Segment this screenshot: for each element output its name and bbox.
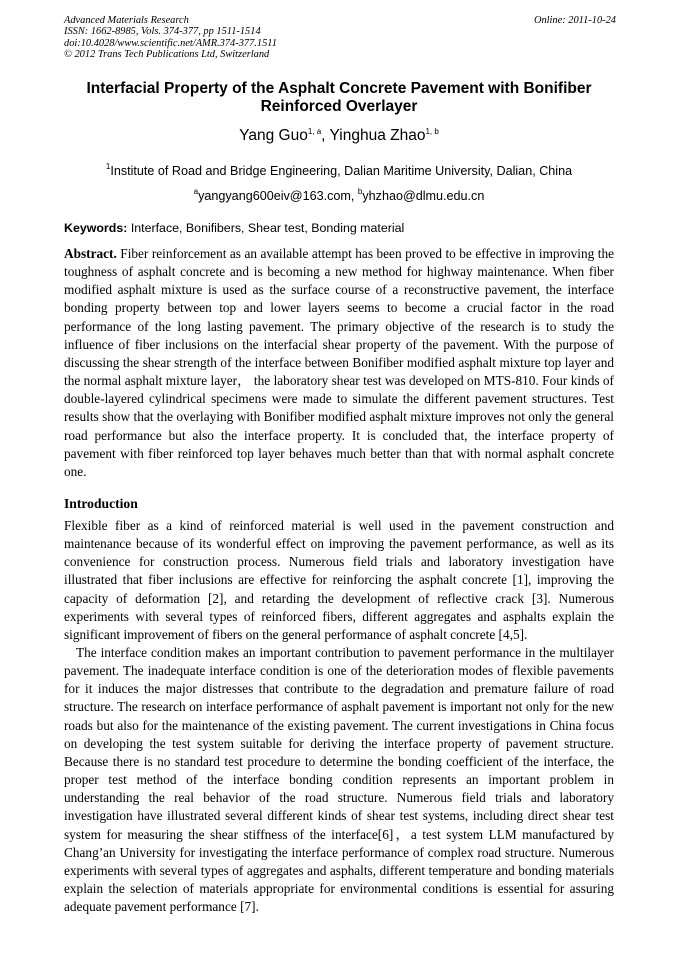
publication-header (64, 15, 616, 60)
author-name: Yinghua Zhao (329, 127, 426, 144)
author-list (64, 126, 614, 146)
issn-line: ISSN: 1662-8985, Vols. 374-377, pp 1511-1514 (64, 26, 261, 38)
email-mark: a (193, 187, 199, 196)
online-date: Online: 2011-10-24 (533, 15, 616, 26)
email-address[interactable]: yangyang600eiv@163.com (198, 189, 351, 203)
author-affiliation-mark: 1, b (425, 127, 439, 136)
paper-title: Interfacial Property of the Asphalt Concrete Pavement with Bonifiber Reinforced Overlayer (86, 80, 592, 115)
email-mark: b (357, 187, 363, 196)
email-address[interactable]: yhzhao@dlmu.edu.cn (362, 189, 485, 203)
keywords-text: Interface, Bonifibers, Shear test, Bonding material (130, 221, 405, 235)
abstract-text: Fiber reinforcement as an available attempt has been proved to be effective in improving the toughness of asphalt concrete and is becoming a new method for highway maintenance. When fiber modified asphalt mixture is used as the surface course of a reconstructive pavement, the interface bonding property between top and lower layers seems to become a crucial factor in the road performance of the long lasting pavement. The primary objective of the research is to study the influence of fiber inclusions on the interfacial shear property of the pavement. With the purpose of discussing the shear strength of the interface between Bonifiber modified asphalt mixture top layer and the normal asphalt mixture layer， the laboratory shear test was developed on MTS-810. Four kinds of double-layered cylindrical specimens were made to simulate the different pavement structures. Test results show that the overlaying with Bonifiber modified asphalt mixture improves not only the general road performance but also the interface property. It is concluded that, the interface property of pavement with fiber reinforced top layer behaves much better than that with normal asphalt concrete one. (64, 246, 614, 479)
section-heading-introduction: Introduction (64, 496, 138, 511)
email-separator: , (350, 189, 358, 203)
keywords (64, 220, 614, 236)
introduction-paragraph: The interface condition makes an important contribution to pavement performance in the multilayer pavement. The inadequate interface condition is one of the deterioration modes of flexible pavements for it induces the major distresses that contribute to the degradation and premature failure of road structure. The research on interface performance of asphalt pavement is important not only for the new roads but also for the maintenance of the existing pavement. The current investigations in China focus on developing the test system suitable for deriving the interface property of pavement structure. Because there is no standard test procedure to determine the bonding coefficient of the interface, the proper test method of the interface bonding condition represents an important problem in understanding the real behavior of the road structure. Numerous field trials and laboratory investigation have illustrated several different kinds of shear test systems, including direct shear test system for measuring the shear stiffness of the interface[6]，a test system LLM manufactured by Chang’an University for investigating the interface performance of complex road structure. Numerous experiments with several types of aggregates and asphalts, different temperature and bonding materials explain the selection of materials appropriate for environmental conditions is essential for assuring adequate pavement performance [7]. (64, 645, 614, 915)
affiliation (64, 163, 614, 179)
author-affiliation-mark: 1, a (307, 127, 322, 136)
introduction-paragraph: Flexible fiber as a kind of reinforced material is well used in the pavement construction and maintenance because of its wonderful effect on improving the pavement performance, as well as its convenience for construction process. Numerous field trials and laboratory investigation have illustrated that fiber inclusions are effective for reinforcing the asphalt concrete [1], improving the capacity of deformation [2], and retarding the development of reflective crack [3]. Numerous experiments with several types of reinforced fibers, different aggregates and asphalts explain the significant improvement of fibers on the general performance of asphalt concrete [4,5]. (64, 518, 614, 642)
keywords-label: Keywords: (64, 221, 128, 235)
journal-name: Advanced Materials Research (64, 15, 189, 26)
affiliation-mark: 1 (105, 162, 111, 171)
author-name: Yang Guo (239, 127, 308, 144)
author-separator: , (321, 127, 330, 144)
abstract (64, 245, 614, 481)
abstract-label: Abstract. (64, 246, 117, 261)
affiliation-text: Institute of Road and Bridge Engineering, Dalian Maritime University, Dalian, China (110, 164, 573, 178)
doi-line: doi:10.4028/www.scientific.net/AMR.374-377.1511 (64, 37, 277, 49)
email-list (64, 188, 614, 204)
copyright-line: © 2012 Trans Tech Publications Ltd, Switzerland (64, 48, 270, 60)
